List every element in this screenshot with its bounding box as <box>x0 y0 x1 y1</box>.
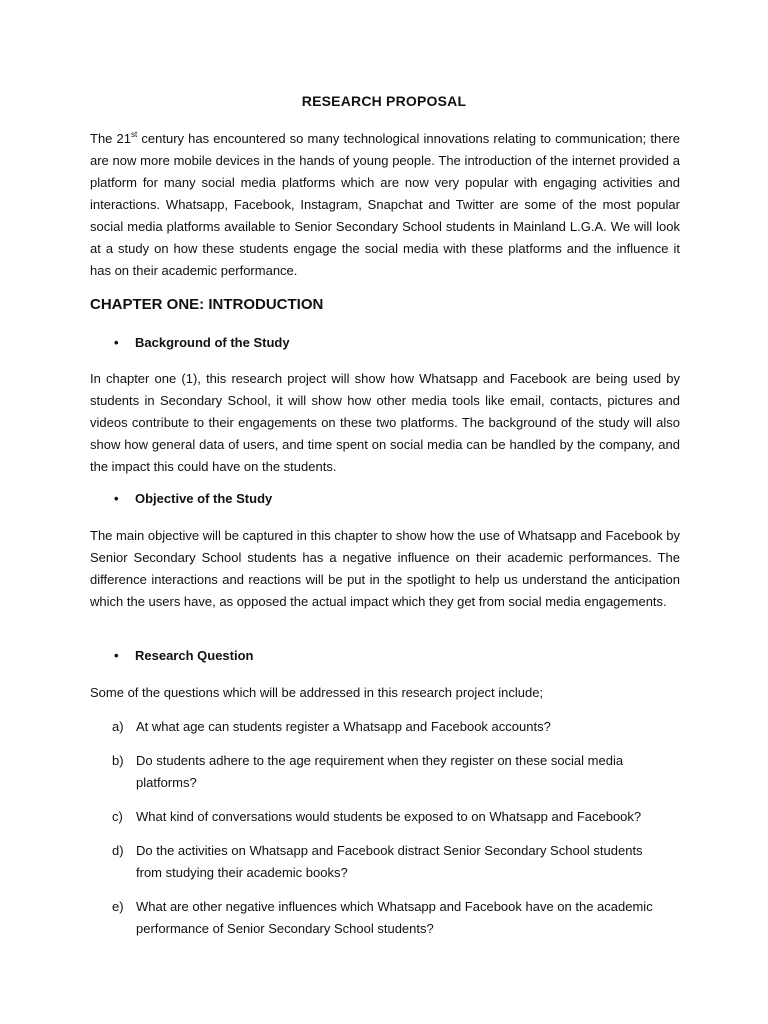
objective-paragraph: The main objective will be captured in this chapter to show how the use of Whatsapp and Facebook by Senior Secondary School students has a negative influence on their academic performances. The difference interactions and reactions will be put in the spotlight to help us understand the anticipation which the users have, as opposed the actual impact which they get from social media engagements. <box>90 528 680 609</box>
list-item <box>112 716 672 738</box>
intro-superscript: st <box>131 130 138 139</box>
list-item-text: What are other negative influences which Whatsapp and Facebook have on the academic performance of Senior Secondary School students? <box>136 899 653 936</box>
chapter-heading: CHAPTER ONE: INTRODUCTION <box>90 296 324 313</box>
document-title: RESEARCH PROPOSAL <box>301 93 467 109</box>
list-item-text: Do the activities on Whatsapp and Facebook distract Senior Secondary School students from studying their academic books? <box>136 843 643 880</box>
list-item <box>112 840 672 884</box>
intro-prefix: The 21 <box>90 131 132 146</box>
list-item-label: b) <box>112 753 124 768</box>
bullet-icon: • <box>114 648 119 663</box>
section-heading-text: Research Question <box>135 648 254 663</box>
bullet-icon: • <box>114 335 119 350</box>
section-heading-research-question <box>114 648 254 663</box>
research-question-intro: Some of the questions which will be addressed in this research project include; <box>90 685 544 700</box>
bullet-icon: • <box>114 491 119 506</box>
research-questions-list <box>112 716 672 940</box>
list-item-label: c) <box>112 809 123 824</box>
list-item-text: At what age can students register a Whatsapp and Facebook accounts? <box>136 719 551 734</box>
list-item <box>112 806 672 828</box>
section-heading-background <box>114 335 290 350</box>
list-item-text: Do students adhere to the age requirement when they register on these social media platforms? <box>136 753 624 790</box>
section-heading-objective <box>114 491 272 506</box>
intro-paragraph <box>90 128 680 282</box>
list-item <box>112 896 672 940</box>
list-item-label: d) <box>112 843 124 858</box>
background-paragraph: In chapter one (1), this research project will show how Whatsapp and Facebook are being used by students in Secondary School, it will show how other media tools like email, contacts, pictures and videos contribute to their engagements on these two platforms. The background of the study will also show how general data of users, and time spent on social media can be handled by the company, and the impact this could have on the students. <box>90 371 680 474</box>
list-item-label: e) <box>112 899 124 914</box>
list-item <box>112 750 672 794</box>
section-heading-text: Objective of the Study <box>135 491 273 506</box>
intro-text: century has encountered so many technological innovations relating to communication; there are now more mobile devices in the hands of young people. The introduction of the internet provided a platform for many social media platforms which are now very popular with engaging activities and interactions. Whatsapp, Facebook, Instagram, Snapchat and Twitter are some of the most popular social media platforms available to Senior Secondary School students in Mainland L.G.A. We will look at a study on how these students engage the social media with these platforms and the influence it has on their academic performance. <box>90 131 680 278</box>
section-heading-text: Background of the Study <box>135 335 290 350</box>
list-item-label: a) <box>112 719 124 734</box>
list-item-text: What kind of conversations would students be exposed to on Whatsapp and Facebook? <box>136 809 642 824</box>
